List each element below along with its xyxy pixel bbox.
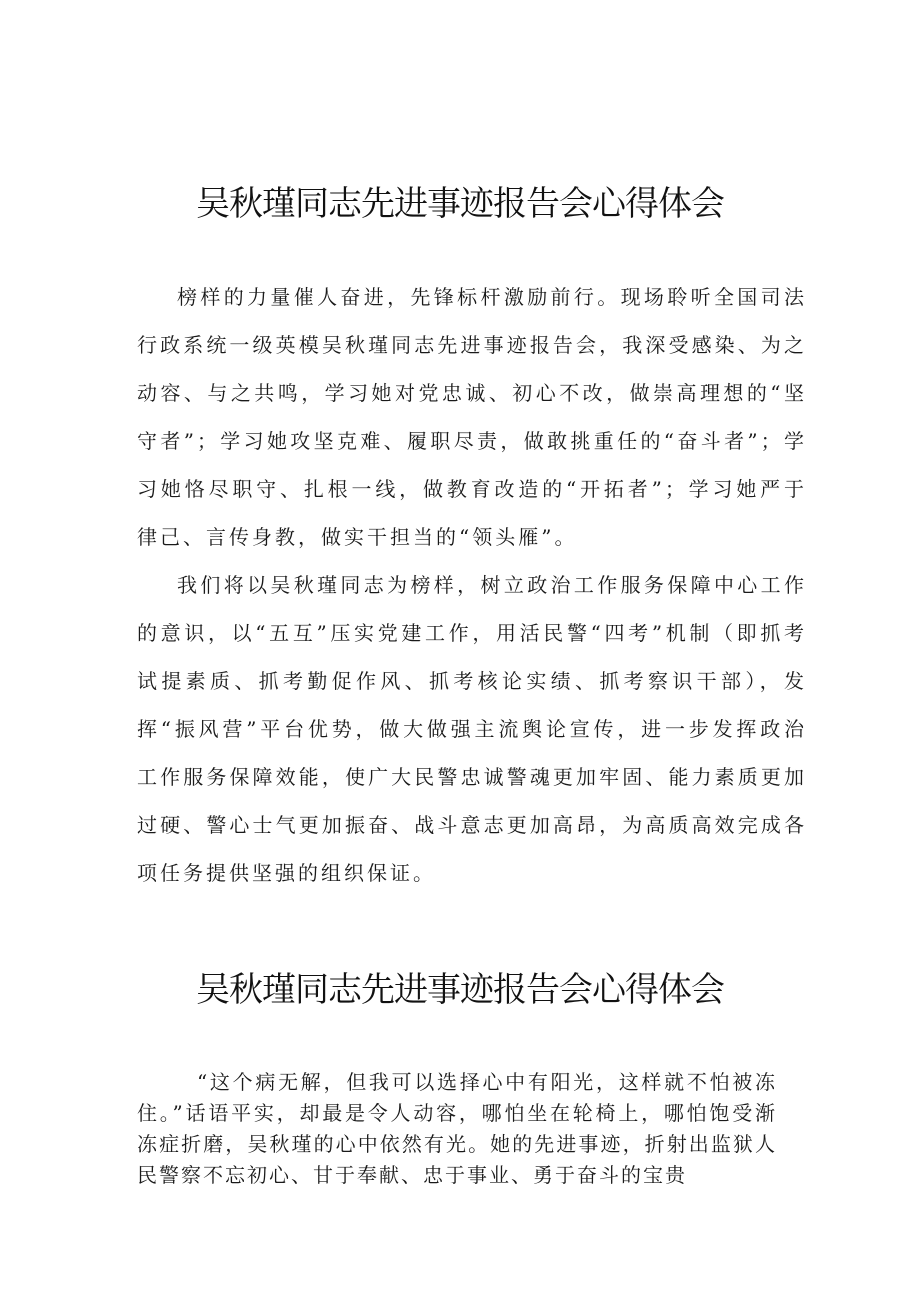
body-paragraph: 榜样的力量催人奋进，先锋标杆激励前行。现场聆听全国司法行政系统一级英模吴秋瑾同志先进事迹报告会，我深受感染、为之动容、与之共鸣，学习她对党忠诚、初心不改，做崇高理想的“坚守者”；学习她攻坚克难、履职尽责，做敢挑重任的“奋斗者”；学习她恪尽职守、扎根一线，做教育改造的“开拓者”；学习她严于律己、言传身教，做实干担当的“领头雁”。	[137, 285, 807, 549]
article-body	[137, 273, 807, 897]
article-title: 吴秋瑾同志先进事迹报告会心得体会	[196, 970, 724, 1010]
body-paragraph: “这个病无解，但我可以选择心中有阳光，这样就不怕被冻住。”话语平实，却最是令人动容，哪怕坐在轮椅上，哪怕饱受渐冻症折磨，吴秋瑾的心中依然有光。她的先进事迹，折射出监狱人民警察不忘初心、甘于奉献、忠于事业、勇于奋斗的宝贵	[137, 1070, 777, 1187]
body-paragraph: 我们将以吴秋瑾同志为榜样，树立政治工作服务保障中心工作的意识，以“五互”压实党建工作，用活民警“四考”机制（即抓考试提素质、抓考勤促作风、抓考核论实绩、抓考察识干部），发挥“振风营”平台优势，做大做强主流舆论宣传，进一步发挥政治工作服务保障效能，使广大民警忠诚警魂更加牢固、能力素质更加过硬、警心士气更加振奋、战斗意志更加高昂，为高质高效完成各项任务提供坚强的组织保证。	[137, 573, 807, 885]
article-body	[137, 1067, 777, 1191]
article-title: 吴秋瑾同志先进事迹报告会心得体会	[196, 184, 724, 224]
